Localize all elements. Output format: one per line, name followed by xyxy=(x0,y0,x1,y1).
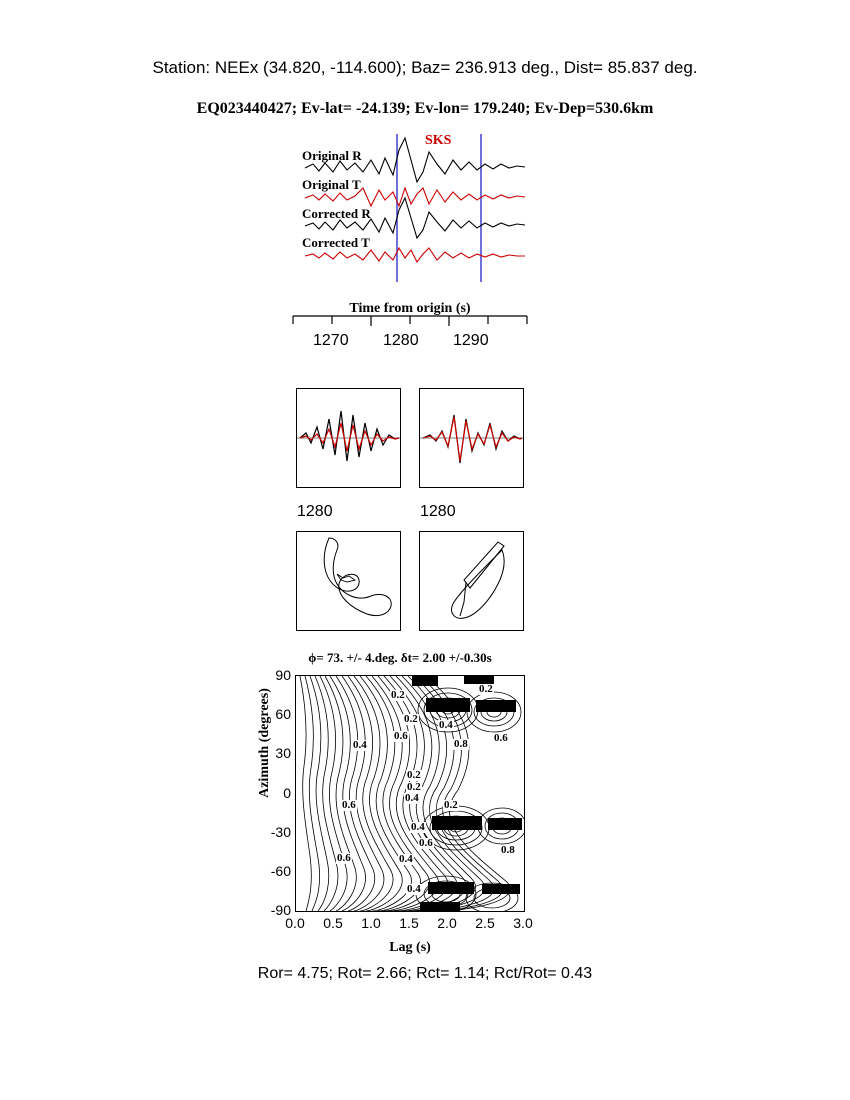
contour-label-7: 0.4 xyxy=(353,739,367,751)
box-tick-left-1280: 1280 xyxy=(297,503,333,520)
trace-corrected-r xyxy=(305,198,525,238)
time-tick-1270: 1270 xyxy=(313,332,349,349)
fast-slow-waveform-panel-corrected xyxy=(419,388,524,488)
contour-label-8: 0.2 xyxy=(407,769,421,781)
contour-label-9: 0.2 xyxy=(407,781,421,793)
contour-label-14: 0.6 xyxy=(419,837,433,849)
contour-x-axis-title: Lag (s) xyxy=(389,940,431,955)
waveform-panel xyxy=(285,130,535,290)
event-title: EQ023440427; Ev-lat= -24.139; Ev-lon= 179.240; Ev-Dep=530.6km xyxy=(196,100,654,117)
contour-x-axis xyxy=(265,915,555,937)
trace-original-r xyxy=(305,138,525,182)
y-tick-90: 90 xyxy=(275,667,291,683)
contour-label-15: 0.8 xyxy=(501,844,515,856)
y-tick-30: 30 xyxy=(275,745,291,761)
x-tick-1: 0.5 xyxy=(323,915,343,931)
contour-y-axis-title: Azimuth (degrees) xyxy=(257,688,272,798)
y-tick-m90: -90 xyxy=(270,902,291,918)
y-tick-0: 0 xyxy=(283,785,291,801)
station-title: Station: NEEx (34.820, -114.600); Baz= 236.913 deg., Dist= 85.837 deg. xyxy=(152,58,698,77)
time-tick-1280: 1280 xyxy=(383,332,419,349)
sks-phase-label: SKS xyxy=(425,133,452,148)
contour-label-3: 0.4 xyxy=(439,719,453,731)
contour-label-10: 0.4 xyxy=(405,792,419,804)
x-tick-0: 0.0 xyxy=(285,915,305,931)
particle-motion-panel-corrected xyxy=(419,531,524,631)
time-axis-label: Time from origin (s) xyxy=(349,301,471,316)
y-tick-m60: -60 xyxy=(270,863,291,879)
contour-label-0: 0.2 xyxy=(391,689,405,701)
contour-label-6: 0.6 xyxy=(494,732,508,744)
contour-label-2: 0.2 xyxy=(404,713,418,725)
trace-original-t xyxy=(305,188,525,206)
trace-label-original-t: Original T xyxy=(302,177,361,192)
contour-label-18: 0.4 xyxy=(407,883,421,895)
contour-label-4: 0.6 xyxy=(394,730,408,742)
trace-label-corrected-r: Corrected R xyxy=(302,206,371,221)
particle-motion-panel-uncorrected xyxy=(296,531,401,631)
x-tick-3: 1.5 xyxy=(399,915,419,931)
trace-corrected-t xyxy=(305,248,525,262)
box-tick-right-1280: 1280 xyxy=(420,503,456,520)
contour-label-16: 0.4 xyxy=(399,853,413,865)
contour-label-11: 0.6 xyxy=(342,799,356,811)
time-tick-1290: 1290 xyxy=(453,332,489,349)
x-tick-2: 1.0 xyxy=(361,915,381,931)
trace-label-original-r: Original R xyxy=(302,148,362,163)
time-axis xyxy=(285,300,535,360)
trace-label-corrected-t: Corrected T xyxy=(302,235,370,250)
x-tick-6: 3.0 xyxy=(513,915,533,931)
contour-plot-title: ϕ= 73. +/- 4.deg. δt= 2.00 +/-0.30s xyxy=(308,650,492,665)
contour-label-12: 0.2 xyxy=(444,799,458,811)
contour-label-13: 0.4 xyxy=(411,821,425,833)
contour-label-5: 0.8 xyxy=(454,738,468,750)
y-tick-m30: -30 xyxy=(270,824,291,840)
stats-footer: Ror= 4.75; Rot= 2.66; Rct= 1.14; Rct/Rot= 0.43 xyxy=(257,965,593,982)
x-tick-5: 2.5 xyxy=(475,915,495,931)
y-tick-60: 60 xyxy=(275,706,291,722)
x-tick-4: 2.0 xyxy=(437,915,457,931)
contour-label-17: 0.6 xyxy=(337,852,351,864)
fast-slow-waveform-panel-uncorrected xyxy=(296,388,401,488)
contour-label-1: 0.2 xyxy=(479,683,493,695)
